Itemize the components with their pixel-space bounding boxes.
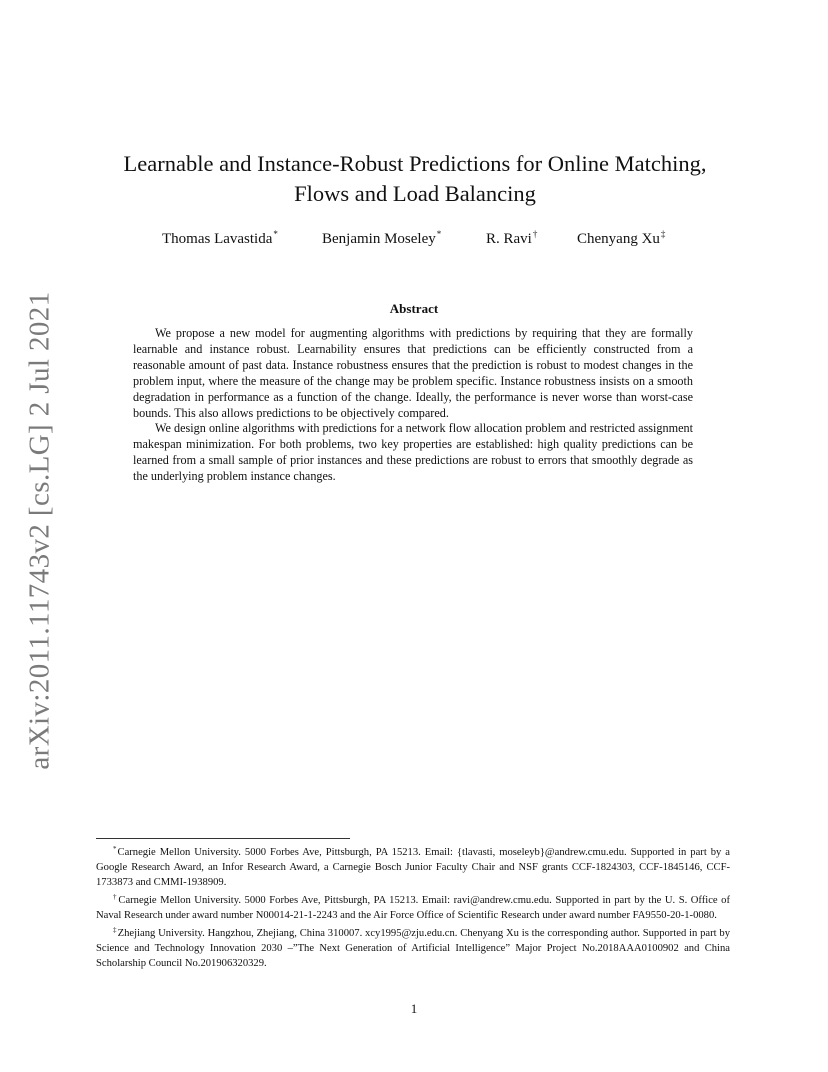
author-footnote-mark: * xyxy=(436,229,442,239)
footnote-zju-xu xyxy=(96,923,730,971)
footnotes xyxy=(96,842,730,971)
title-line-1: Learnable and Instance-Robust Predictions for Online Matching, xyxy=(123,151,707,176)
author-footnote-mark: † xyxy=(532,229,538,239)
author-name: Thomas Lavastida xyxy=(162,231,273,247)
arxiv-sidebar xyxy=(10,280,70,780)
author-lavastida xyxy=(162,229,278,248)
footnote-mark: ‡ xyxy=(113,926,117,934)
author-name: Benjamin Moseley xyxy=(322,231,436,247)
footnote-mark: † xyxy=(113,893,118,901)
author-ravi xyxy=(486,229,537,248)
author-moseley xyxy=(322,229,441,248)
footnote-mark: * xyxy=(113,845,117,853)
author-name: R. Ravi xyxy=(486,231,532,247)
footnote-rule xyxy=(96,838,350,839)
abstract-heading: Abstract xyxy=(389,301,439,316)
author-xu xyxy=(577,229,665,248)
title-line-2: Flows and Load Balancing xyxy=(294,181,536,206)
author-name: Chenyang Xu xyxy=(577,231,660,247)
footnote-cmu-ravi xyxy=(96,890,730,923)
page-number: 1 xyxy=(410,1001,418,1016)
author-footnote-mark: * xyxy=(273,229,278,239)
footnote-text: Zhejiang University. Hangzhou, Zhejiang, China 310007. xcy1995@zju.edu.cn. Chenyang Xu is the corresponding author. Supported in part by Science and Technology Innovation 2030 –”The Next Generation of Artificial Intelligence” Major Project No.2018AAA0100902 and China Scholarship Council No.201906320329. xyxy=(96,928,730,969)
abstract-paragraph: We propose a new model for augmenting algorithms with predictions by requiring that they are formally learnable and instance robust. Learnability ensures that predictions can be efficiently constructed from a reasonable amount of past data. Instance robustness ensures that the prediction is robust to modest changes in the problem input, where the measure of the change may be problem specific. Instance robustness insists on a smooth degradation in performance as a function of the change. Ideally, the performance is never worse than worst-case bounds. This also allows predictions to be objectively compared. xyxy=(133,326,693,420)
author-list xyxy=(162,229,692,251)
footnote-text: Carnegie Mellon University. 5000 Forbes Ave, Pittsburgh, PA 15213. Email: ravi@andrew.cmu.edu. Supported in part by the U. S. Office of Naval Research under award number N00014-21-1-2243 and the Air Force Office of Scientific Research under award number FA9550-20-1-0080. xyxy=(96,895,730,921)
paper-title xyxy=(90,149,740,209)
author-footnote-mark: ‡ xyxy=(660,229,666,239)
abstract-body xyxy=(133,326,693,485)
footnote-text: Carnegie Mellon University. 5000 Forbes Ave, Pittsburgh, PA 15213. Email: {tlavasti, moseleyb}@andrew.cmu.edu. Supported in part by a Google Research Award, an Infor Research Award, a Carnegie Bosch Junior Faculty Chair and NSF grants CCF-1824303, CCF-1845146, CCF-1733873 and CMMI-1938909. xyxy=(96,847,730,888)
footnote-cmu-lavastida-moseley xyxy=(96,842,730,890)
abstract-paragraph: We design online algorithms with predictions for a network flow allocation problem and restricted assignment makespan minimization. For both problems, two key properties are established: high quality predictions can be learned from a small sample of prior instances and these predictions are robust to errors that smoothly degrade as the underlying problem instance changes. xyxy=(133,421,693,484)
arxiv-identifier: arXiv:2011.11743v2 [cs.LG] 2 Jul 2021 xyxy=(23,290,56,770)
